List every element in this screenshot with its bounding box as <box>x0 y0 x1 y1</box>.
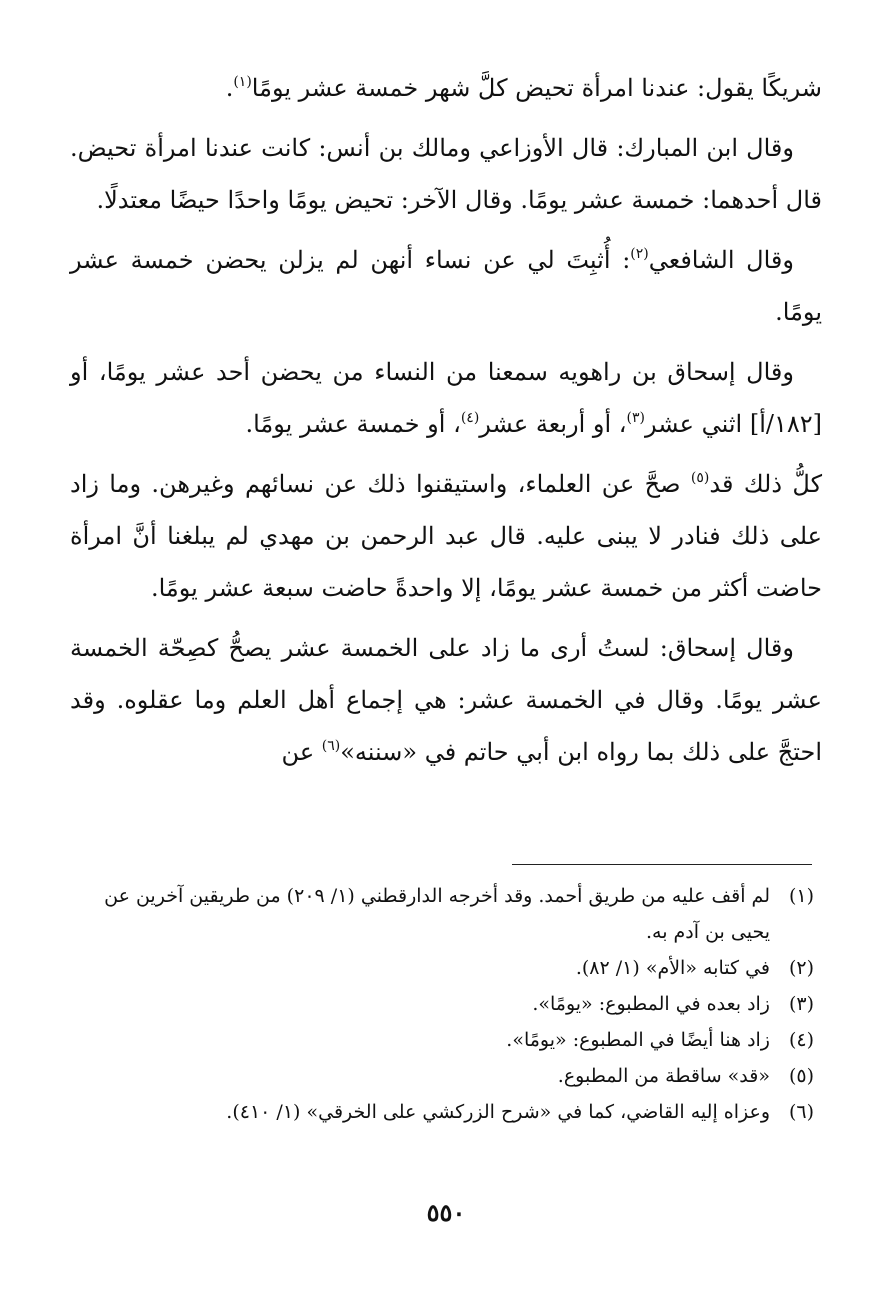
page-number: ٥٥٠ <box>426 1198 466 1227</box>
paragraph-2: وقال ابن المبارك: قال الأوزاعي ومالك بن أنس: كانت عندنا امرأة تحيض. قال أحدهما: خمسة عشر يومًا. وقال الآخر: تحيض يومًا واحدًا حيضًا معتدلًا. <box>70 134 822 214</box>
main-text <box>70 62 822 786</box>
footnote-number: (١) <box>788 885 814 907</box>
footnote-divider <box>512 864 812 865</box>
footnote-number: (٦) <box>788 1101 814 1123</box>
footnote-number: (٣) <box>788 993 814 1015</box>
paragraph-1: شريكًا يقول: عندنا امرأة تحيض كلَّ شهر خمسة عشر يومًا$^{(١)}$. <box>225 74 822 102</box>
footnote-number: (٤) <box>788 1029 814 1051</box>
footnote-1 <box>70 878 814 950</box>
footnote-text: «قد» ساقطة من المطبوع. <box>557 1065 770 1087</box>
footnote-ref-6[interactable]: (٦) <box>321 738 341 754</box>
paragraph-6: وقال إسحاق: لستُ أرى ما زاد على الخمسة عشر يصحُّ كصِحّة الخمسة عشر يومًا. وقال في الخمسة عشر: هي إجماع أهل العلم وما عقلوه. وقد احتجَّ على ذلك بما رواه ابن أبي حاتم في «سننه»$^{(٦)}$ عن <box>70 634 822 766</box>
footnote-ref-3[interactable]: (٣) <box>626 410 645 426</box>
footnote-number: (٥) <box>788 1065 814 1087</box>
footnote-ref-2[interactable]: (٢) <box>630 246 649 262</box>
footnote-text: وعزاه إليه القاضي، كما في «شرح الزركشي على الخرقي» (١/ ٤١٠). <box>226 1101 770 1123</box>
footnote-3 <box>70 986 814 1022</box>
footnote-text: لم أقف عليه من طريق أحمد. وقد أخرجه الدارقطني (١/ ٢٠٩) من طريقين آخرين عن يحيى بن آدم به. <box>104 885 770 943</box>
footnote-6 <box>70 1094 814 1130</box>
paragraph-4: وقال إسحاق بن راهويه سمعنا من النساء من يحضن أحد عشر يومًا، أو [١٨٢/أ] اثني عشر$^{(٣)}$، أو أربعة عشر$^{(٤)}$، أو خمسة عشر يومًا. <box>70 358 822 438</box>
footnote-text: زاد بعده في المطبوع: «يومًا». <box>532 993 770 1015</box>
footnote-text: زاد هنا أيضًا في المطبوع: «يومًا». <box>506 1029 770 1051</box>
footnote-5 <box>70 1058 814 1094</box>
paragraph-5: كلُّ ذلك قد$^{(٥)}$ صحَّ عن العلماء، واستيقنوا ذلك عن نسائهم وغيرهن. وما زاد على ذلك فنادر لا يبنى عليه. قال عبد الرحمن بن مهدي لم يبلغنا أنَّ امرأة حاضت أكثر من خمسة عشر يومًا، إلا واحدةً حاضت سبعة عشر يومًا. <box>70 470 823 602</box>
footnote-2 <box>70 950 814 986</box>
paragraph-3: وقال الشافعي$^{(٢)}$: أُثبِتَ لي عن نساء أنهن لم يزلن يحضن خمسة عشر يومًا. <box>70 246 822 326</box>
footnote-number: (٢) <box>788 957 814 979</box>
footnote-ref-1[interactable]: (١) <box>233 74 252 90</box>
footnote-4 <box>70 1022 814 1058</box>
footnote-ref-5[interactable]: (٥) <box>690 470 710 486</box>
footnote-text: في كتابه «الأم» (١/ ٨٢). <box>575 957 770 979</box>
footnote-ref-4[interactable]: (٤) <box>460 410 480 426</box>
footnotes-section <box>70 878 814 1130</box>
